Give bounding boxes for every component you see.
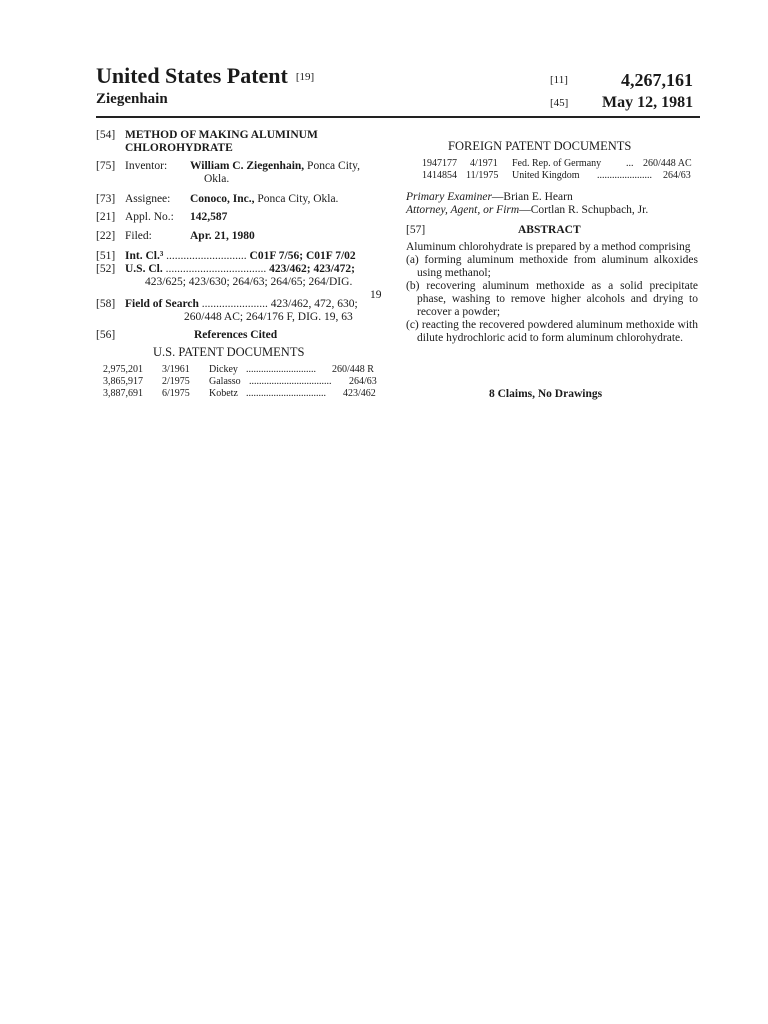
foreign-ref-dots: ...................... <box>597 170 652 181</box>
assignee-name: Conoco, Inc., <box>190 193 255 205</box>
field-of-search-dots: ....................... <box>201 298 268 310</box>
field-75-value <box>190 160 360 173</box>
foreign-ref-class: 264/63 <box>663 170 691 181</box>
field-73-value <box>190 193 338 206</box>
patent-title <box>96 63 314 89</box>
foreign-ref-number: 1414854 <box>422 170 457 181</box>
ref-dots: ............................ <box>246 364 316 375</box>
foreign-ref-class: 260/448 AC <box>643 158 692 169</box>
ref-number: 3,887,691 <box>103 388 143 399</box>
field-54-title-line2: CHLOROHYDRATE <box>125 142 233 154</box>
inventor-surname: Ziegenhain <box>96 91 168 107</box>
field-56-code: [56] <box>96 329 116 341</box>
us-cl-dots: ................................... <box>165 263 267 275</box>
primary-examiner-label: Primary Examiner <box>406 191 492 203</box>
foreign-patent-documents-heading: FOREIGN PATENT DOCUMENTS <box>448 139 632 153</box>
abstract-intro: Aluminum chlorohydrate is prepared by a method comprising <box>406 241 691 253</box>
foreign-ref-country: Fed. Rep. of Germany <box>512 158 602 169</box>
field-75-code: [75] <box>96 160 116 172</box>
field-22-label: Filed: <box>125 230 152 242</box>
foreign-ref-dots: ... <box>626 158 634 169</box>
us-cl-line3: 19 <box>370 289 382 301</box>
primary-examiner <box>406 191 573 204</box>
field-of-search-label: Field of Search <box>125 298 199 310</box>
foreign-ref-number: 1947177 <box>422 158 457 169</box>
field-21-label: Appl. No.: <box>125 211 174 223</box>
abstract-item-a: (a) forming aluminum methoxide from aluminum alkoxides using methanol; <box>406 254 698 279</box>
field-75-label: Inventor: <box>125 160 168 172</box>
field-21-code: [21] <box>96 211 116 223</box>
issue-date: May 12, 1981 <box>602 94 694 111</box>
field-51-code: [51] <box>96 250 116 262</box>
abstract-item-c: (c) reacting the recovered powdered aluminum methoxide with dilute hydrochloric acid to form aluminum chlorohydrate. <box>406 319 698 344</box>
inventor-state: Okla. <box>204 173 230 185</box>
attorney <box>406 204 648 217</box>
us-cl-label: U.S. Cl. <box>125 263 163 275</box>
filed-value: Apr. 21, 1980 <box>190 230 255 242</box>
int-cl-label: Int. Cl.³ <box>125 250 164 262</box>
field-54-title-line1: METHOD OF MAKING ALUMINUM <box>125 129 318 141</box>
patent-number: 4,267,161 <box>621 70 693 90</box>
foreign-ref-country: United Kingdom <box>512 170 580 181</box>
field-73-code: [73] <box>96 193 116 205</box>
foreign-ref-date: 11/1975 <box>466 170 499 181</box>
inventor-place: Ponca City, <box>307 160 360 172</box>
patent-number-tag: [11] <box>550 74 568 86</box>
foreign-ref-date: 4/1971 <box>470 158 498 169</box>
attorney-name: —Cortlan R. Schupbach, Jr. <box>519 204 649 216</box>
abstract-code: [57] <box>406 224 426 236</box>
ref-name: Galasso <box>209 376 241 387</box>
header-rule <box>96 116 700 118</box>
patent-title-text: United States Patent <box>96 63 288 88</box>
field-51-line <box>125 250 356 263</box>
field-73-label: Assignee: <box>125 193 171 205</box>
field-of-search-value: 423/462, 472, 630; <box>270 298 358 310</box>
field-52-code: [52] <box>96 263 116 275</box>
us-cl-primary: 423/462; 423/472; <box>269 263 356 275</box>
ref-name: Dickey <box>209 364 238 375</box>
field-58-line <box>125 298 358 311</box>
date-tag: [45] <box>550 97 569 109</box>
attorney-label: Attorney, Agent, or Firm <box>406 204 520 216</box>
field-22-code: [22] <box>96 230 116 242</box>
field-52-line <box>125 263 355 276</box>
abstract-body <box>406 241 698 345</box>
assignee-place: Ponca City, Okla. <box>257 193 339 205</box>
ref-dots: ................................ <box>246 388 326 399</box>
claims-summary: 8 Claims, No Drawings <box>489 388 603 400</box>
ref-dots: ................................. <box>249 376 332 387</box>
abstract-item-b: (b) recovering aluminum methoxide as a solid precipitate phase, washing to remove higher alcohols and drying to recover a powder; <box>406 280 698 318</box>
references-cited-heading: References Cited <box>194 329 278 341</box>
ref-class: 260/448 R <box>332 364 374 375</box>
field-of-search-line2: 260/448 AC; 264/176 F, DIG. 19, 63 <box>184 311 353 323</box>
ref-number: 3,865,917 <box>103 376 143 387</box>
ref-date: 2/1975 <box>162 376 190 387</box>
abstract-heading: ABSTRACT <box>518 224 581 236</box>
patent-title-tag: [19] <box>295 71 315 83</box>
us-cl-value <box>269 263 355 275</box>
int-cl-value: C01F 7/56; C01F 7/02 <box>249 250 356 262</box>
ref-class: 423/462 <box>343 388 376 399</box>
field-58-code: [58] <box>96 298 116 310</box>
int-cl-dots: ............................ <box>166 250 247 262</box>
ref-date: 3/1961 <box>162 364 190 375</box>
us-cl-line2: 423/625; 423/630; 264/63; 264/65; 264/DIG. <box>145 276 353 288</box>
ref-name: Kobetz <box>209 388 238 399</box>
ref-class: 264/63 <box>349 376 377 387</box>
ref-date: 6/1975 <box>162 388 190 399</box>
inventor-name: William C. Ziegenhain, <box>190 160 305 172</box>
field-54-code: [54] <box>96 129 116 141</box>
ref-number: 2,975,201 <box>103 364 143 375</box>
us-patent-documents-heading: U.S. PATENT DOCUMENTS <box>153 345 305 359</box>
primary-examiner-name: —Brian E. Hearn <box>491 191 573 203</box>
appl-no-value: 142,587 <box>190 211 228 223</box>
